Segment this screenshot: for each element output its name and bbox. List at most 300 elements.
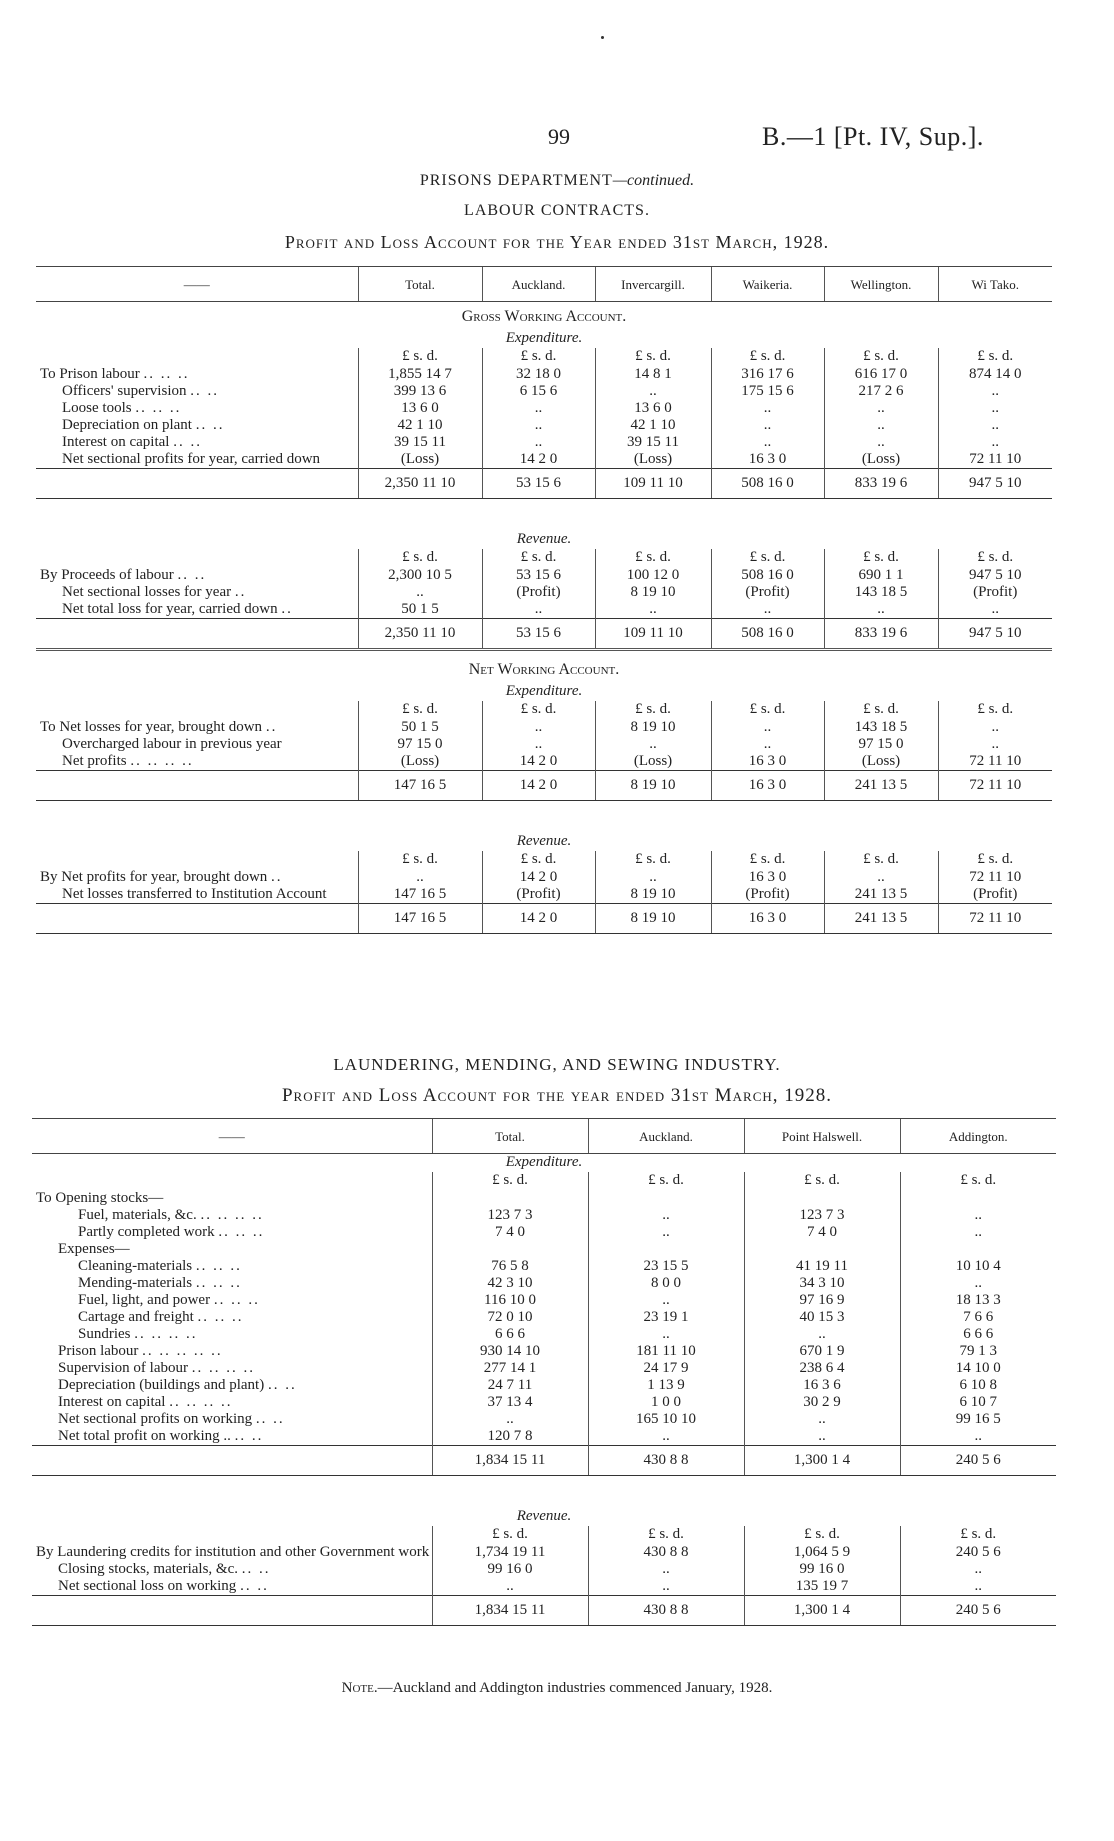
amount-cell: 1 0 0	[588, 1394, 744, 1411]
table-row	[32, 1544, 1056, 1561]
row-label: To Prison labour	[40, 366, 140, 382]
units-label: £ s. d.	[482, 549, 595, 567]
row-label: By Laundering credits for institution and other Government work	[36, 1544, 430, 1560]
amount-cell: 50 1 5	[358, 601, 482, 619]
amount-cell: 97 16 9	[744, 1292, 900, 1309]
amount-cell: ..	[938, 601, 1052, 619]
leader-dots: ..	[271, 869, 283, 885]
amount-cell: ..	[900, 1578, 1056, 1596]
row-label-cell	[36, 383, 358, 400]
total-cell: 241 13 5	[824, 771, 938, 801]
row-label: Loose tools	[62, 400, 132, 416]
leader-dots: .. .. ..	[213, 1292, 260, 1308]
units-label: £ s. d.	[711, 701, 824, 719]
total-cell: 14 2 0	[482, 771, 595, 801]
total-label-spacer	[36, 771, 358, 801]
units-label: £ s. d.	[358, 549, 482, 567]
amount-cell: ..	[938, 400, 1052, 417]
table-row	[36, 366, 1052, 383]
amount-cell: ..	[711, 601, 824, 619]
amount-cell: 175 15 6	[711, 383, 824, 400]
amount-cell: 16 3 0	[711, 451, 824, 469]
total-row	[36, 771, 1052, 801]
leader-dots: .. ..	[255, 1411, 285, 1427]
table-row	[32, 1343, 1056, 1360]
row-label-cell	[36, 451, 358, 469]
row-label: Cleaning-materials	[78, 1258, 193, 1274]
amount-cell	[744, 1241, 900, 1258]
spacer-row	[36, 499, 1052, 532]
amount-cell: ..	[824, 417, 938, 434]
row-label: Net sectional loss on working	[58, 1578, 237, 1594]
amount-cell: ..	[595, 601, 711, 619]
total-cell: 508 16 0	[711, 619, 824, 650]
table-row	[32, 1207, 1056, 1224]
amount-cell	[744, 1190, 900, 1207]
row-label: Fuel, light, and power	[78, 1292, 211, 1308]
row-label: Net total loss for year, carried down	[62, 601, 278, 617]
amount-cell: 135 19 7	[744, 1578, 900, 1596]
table-row	[36, 567, 1052, 584]
department-suffix: —continued.	[612, 172, 695, 189]
units-row	[32, 1172, 1056, 1190]
amount-cell: 6 10 7	[900, 1394, 1056, 1411]
leader-dots: .. .. .. ..	[130, 753, 194, 769]
amount-cell: 181 11 10	[588, 1343, 744, 1360]
amount-cell: ..	[900, 1275, 1056, 1292]
total-label-spacer	[32, 1596, 432, 1626]
row-label-cell	[36, 719, 358, 736]
column-header: Waikeria.	[711, 267, 824, 302]
row-label-cell	[36, 753, 358, 771]
amount-cell: 18 13 3	[900, 1292, 1056, 1309]
amount-cell: (Loss)	[595, 753, 711, 771]
column-header: Auckland.	[482, 267, 595, 302]
amount-cell: ..	[482, 719, 595, 736]
amount-cell: ..	[482, 736, 595, 753]
total-cell: 8 19 10	[595, 904, 711, 934]
units-label: £ s. d.	[432, 1526, 588, 1544]
amount-cell: 14 2 0	[482, 869, 595, 886]
amount-cell: (Loss)	[824, 753, 938, 771]
amount-cell: 616 17 0	[824, 366, 938, 383]
amount-cell	[588, 1190, 744, 1207]
amount-cell: 99 16 0	[744, 1561, 900, 1578]
amount-cell: ..	[711, 400, 824, 417]
page-number: 99	[548, 124, 570, 149]
column-header: Auckland.	[588, 1119, 744, 1154]
revenue-label: Revenue.	[516, 1508, 572, 1524]
amount-cell: ..	[482, 601, 595, 619]
amount-cell: ..	[588, 1207, 744, 1224]
amount-cell: ..	[482, 417, 595, 434]
amount-cell: 123 7 3	[432, 1207, 588, 1224]
table-row	[36, 886, 1052, 904]
labour-contracts-table	[36, 266, 1052, 934]
units-label: £ s. d.	[938, 348, 1052, 366]
row-label: Partly completed work	[78, 1224, 215, 1240]
amount-cell: ..	[711, 417, 824, 434]
units-label: £ s. d.	[358, 851, 482, 869]
total-cell: 8 19 10	[595, 771, 711, 801]
labour-section-title: LABOUR CONTRACTS.	[464, 202, 650, 219]
units-label: £ s. d.	[938, 549, 1052, 567]
units-label: £ s. d.	[595, 549, 711, 567]
units-label: £ s. d.	[595, 851, 711, 869]
amount-cell: 120 7 8	[432, 1428, 588, 1446]
row-label: Overcharged labour in previous year	[62, 736, 282, 752]
amount-cell: 76 5 8	[432, 1258, 588, 1275]
amount-cell: 99 16 0	[432, 1561, 588, 1578]
row-label: Interest on capital	[62, 434, 170, 450]
total-row	[36, 619, 1052, 650]
total-cell: 833 19 6	[824, 469, 938, 499]
department-name: PRISONS DEPARTMENT	[419, 172, 613, 189]
gross-account-title: Gross Working Account.	[461, 308, 627, 325]
total-cell: 240 5 6	[900, 1446, 1056, 1476]
page-reference: B.—1 [Pt. IV, Sup.].	[762, 122, 984, 151]
table-row	[32, 1309, 1056, 1326]
amount-cell	[432, 1241, 588, 1258]
units-label: £ s. d.	[938, 701, 1052, 719]
table-row	[36, 719, 1052, 736]
units-label: £ s. d.	[900, 1526, 1056, 1544]
amount-cell: ..	[595, 383, 711, 400]
leader-dots: .. .. .. ..	[169, 1394, 233, 1410]
amount-cell: 39 15 11	[595, 434, 711, 451]
column-header: Invercargill.	[595, 267, 711, 302]
total-cell: 14 2 0	[482, 904, 595, 934]
units-spacer	[32, 1526, 432, 1544]
amount-cell: 399 13 6	[358, 383, 482, 400]
units-row	[36, 549, 1052, 567]
row-label: By Net profits for year, brought down	[40, 869, 268, 885]
note-text: —Auckland and Addington industries commenced January, 1928.	[377, 1680, 773, 1696]
row-label-cell	[36, 366, 358, 383]
units-label: £ s. d.	[824, 701, 938, 719]
amount-cell: 16 3 6	[744, 1377, 900, 1394]
total-cell: 16 3 0	[711, 771, 824, 801]
amount-cell: 13 6 0	[595, 400, 711, 417]
leader-dots: .. ..	[234, 1428, 264, 1444]
units-label: £ s. d.	[482, 701, 595, 719]
row-label-cell	[36, 417, 358, 434]
row-label-cell	[36, 584, 358, 601]
row-label: Fuel, materials, &c.	[78, 1207, 197, 1223]
laundry-header-row	[32, 1119, 1056, 1154]
total-cell: 508 16 0	[711, 469, 824, 499]
units-label: £ s. d.	[432, 1172, 588, 1190]
table-row	[36, 869, 1052, 886]
amount-cell: ..	[711, 719, 824, 736]
expenditure-label-row	[32, 1154, 1056, 1173]
row-label: Prison labour	[58, 1343, 139, 1359]
table-row	[32, 1411, 1056, 1428]
amount-cell: ..	[358, 584, 482, 601]
amount-cell: 72 0 10	[432, 1309, 588, 1326]
page-mark	[601, 36, 604, 39]
leader-dots: .. ..	[173, 434, 202, 450]
net-account-title: Net Working Account.	[468, 661, 620, 678]
leader-dots: .. .. ..	[135, 400, 182, 416]
leader-dots: .. .. ..	[143, 366, 190, 382]
units-label: £ s. d.	[824, 549, 938, 567]
amount-cell: 50 1 5	[358, 719, 482, 736]
units-spacer	[36, 549, 358, 567]
amount-cell: 72 11 10	[938, 869, 1052, 886]
amount-cell: ..	[588, 1578, 744, 1596]
leader-dots: .. .. .. ..	[134, 1326, 198, 1342]
leader-dots: .. ..	[267, 1377, 297, 1393]
units-label: £ s. d.	[744, 1172, 900, 1190]
row-label-cell	[32, 1241, 432, 1258]
table-row	[36, 753, 1052, 771]
total-cell: 1,834 15 11	[432, 1446, 588, 1476]
row-label-cell	[32, 1292, 432, 1309]
amount-cell: ..	[432, 1411, 588, 1428]
amount-cell: ..	[744, 1411, 900, 1428]
row-label: Closing stocks, materials, &c.	[58, 1561, 238, 1577]
amount-cell: 143 18 5	[824, 584, 938, 601]
amount-cell: 23 15 5	[588, 1258, 744, 1275]
total-row	[36, 904, 1052, 934]
amount-cell: (Profit)	[711, 886, 824, 904]
amount-cell: ..	[900, 1561, 1056, 1578]
amount-cell: 23 19 1	[588, 1309, 744, 1326]
amount-cell: 13 6 0	[358, 400, 482, 417]
row-label: To Net losses for year, brought down	[40, 719, 263, 735]
amount-cell: 143 18 5	[824, 719, 938, 736]
amount-cell: ..	[588, 1224, 744, 1241]
total-cell: 430 8 8	[588, 1596, 744, 1626]
amount-cell: 1,734 19 11	[432, 1544, 588, 1561]
leader-dots: .. ..	[195, 417, 225, 433]
amount-cell: ..	[824, 601, 938, 619]
row-label-cell	[32, 1561, 432, 1578]
leader-dots: .. ..	[240, 1578, 269, 1594]
amount-cell: 316 17 6	[711, 366, 824, 383]
amount-cell: ..	[711, 736, 824, 753]
revenue-label-row	[36, 833, 1052, 851]
amount-cell: ..	[938, 434, 1052, 451]
expenditure-label: Expenditure.	[505, 330, 583, 346]
amount-cell	[432, 1190, 588, 1207]
units-spacer	[36, 851, 358, 869]
laundry-account-title: Profit and Loss Account for the year ended 31st March, 1928.	[281, 1085, 833, 1106]
total-cell: 53 15 6	[482, 469, 595, 499]
amount-cell: (Loss)	[824, 451, 938, 469]
leader-dots: .. .. ..	[197, 1309, 244, 1325]
amount-cell: 241 13 5	[824, 886, 938, 904]
units-label: £ s. d.	[900, 1172, 1056, 1190]
row-label-cell	[36, 601, 358, 619]
revenue-label-row	[32, 1508, 1056, 1526]
amount-cell: 6 15 6	[482, 383, 595, 400]
amount-cell: 930 14 10	[432, 1343, 588, 1360]
amount-cell: 40 15 3	[744, 1309, 900, 1326]
row-label-cell	[36, 886, 358, 904]
revenue-label-row	[36, 531, 1052, 549]
table-row	[36, 736, 1052, 753]
spacer-cell	[32, 1476, 1056, 1509]
row-label: Net sectional profits for year, carried down	[62, 451, 321, 467]
row-label: Net sectional profits on working	[58, 1411, 253, 1427]
amount-cell: 100 12 0	[595, 567, 711, 584]
amount-cell: ..	[588, 1428, 744, 1446]
amount-cell: 42 1 10	[358, 417, 482, 434]
amount-cell: 97 15 0	[358, 736, 482, 753]
leader-dots: .. .. .. .. ..	[142, 1343, 223, 1359]
row-label-cell	[32, 1190, 432, 1207]
amount-cell: ..	[595, 736, 711, 753]
amount-cell: ..	[938, 417, 1052, 434]
amount-cell: ..	[744, 1326, 900, 1343]
amount-cell: 8 0 0	[588, 1275, 744, 1292]
spacer-cell	[36, 499, 1052, 532]
units-label: £ s. d.	[358, 701, 482, 719]
net-account-title-row	[36, 655, 1052, 683]
row-label-cell	[32, 1326, 432, 1343]
amount-cell: (Profit)	[482, 584, 595, 601]
leader-dots: .. .. .. ..	[191, 1360, 255, 1376]
total-cell: 53 15 6	[482, 619, 595, 650]
total-row	[32, 1596, 1056, 1626]
amount-cell: 39 15 11	[358, 434, 482, 451]
row-label: Sundries	[78, 1326, 131, 1342]
amount-cell: 238 6 4	[744, 1360, 900, 1377]
units-spacer	[36, 701, 358, 719]
amount-cell: 1,064 5 9	[744, 1544, 900, 1561]
amount-cell: 430 8 8	[588, 1544, 744, 1561]
leader-dots: .. ..	[177, 567, 207, 583]
table-row	[32, 1377, 1056, 1394]
amount-cell: 14 2 0	[482, 753, 595, 771]
total-cell: 147 16 5	[358, 771, 482, 801]
column-header: Total.	[358, 267, 482, 302]
row-label: Depreciation on plant	[62, 417, 192, 433]
units-row	[36, 701, 1052, 719]
total-cell: 1,300 1 4	[744, 1446, 900, 1476]
units-row	[36, 851, 1052, 869]
row-label-cell	[36, 434, 358, 451]
amount-cell: 670 1 9	[744, 1343, 900, 1360]
amount-cell: (Profit)	[482, 886, 595, 904]
row-label-cell	[32, 1258, 432, 1275]
amount-cell: ..	[595, 869, 711, 886]
labour-account-title: Profit and Loss Account for the Year ended 31st March, 1928.	[284, 232, 830, 252]
amount-cell: 34 3 10	[744, 1275, 900, 1292]
amount-cell: 6 6 6	[900, 1326, 1056, 1343]
gross-account-title-row	[36, 302, 1052, 331]
row-label: Net sectional losses for year	[62, 584, 232, 600]
table-row	[32, 1578, 1056, 1596]
row-label: Supervision of labour	[58, 1360, 188, 1376]
total-cell: 72 11 10	[938, 904, 1052, 934]
amount-cell: (Loss)	[358, 451, 482, 469]
table-row	[32, 1326, 1056, 1343]
units-label: £ s. d.	[595, 348, 711, 366]
leader-dots: .. .. .. ..	[200, 1207, 264, 1223]
table-row	[36, 400, 1052, 417]
column-header: Total.	[432, 1119, 588, 1154]
units-label: £ s. d.	[588, 1172, 744, 1190]
units-label: £ s. d.	[711, 851, 824, 869]
amount-cell: 24 17 9	[588, 1360, 744, 1377]
units-row	[32, 1526, 1056, 1544]
department-title	[0, 172, 1114, 190]
amount-cell: ..	[482, 434, 595, 451]
amount-cell: 14 10 0	[900, 1360, 1056, 1377]
spacer-row	[36, 801, 1052, 834]
row-label-cell	[32, 1343, 432, 1360]
amount-cell: 99 16 5	[900, 1411, 1056, 1428]
total-cell: 1,834 15 11	[432, 1596, 588, 1626]
row-label-cell	[32, 1275, 432, 1292]
table-row	[32, 1394, 1056, 1411]
amount-cell: (Loss)	[358, 753, 482, 771]
amount-cell: 947 5 10	[938, 567, 1052, 584]
amount-cell: 123 7 3	[744, 1207, 900, 1224]
amount-cell: 217 2 6	[824, 383, 938, 400]
leader-dots: .. .. ..	[218, 1224, 265, 1240]
row-label: Net total profit on working ..	[58, 1428, 231, 1444]
amount-cell: 8 19 10	[595, 886, 711, 904]
table-row	[32, 1190, 1056, 1207]
amount-cell: ..	[711, 434, 824, 451]
units-label: £ s. d.	[482, 348, 595, 366]
spacer-row	[32, 1476, 1056, 1509]
row-label: Mending-materials	[78, 1275, 193, 1291]
column-header: ——	[32, 1119, 432, 1154]
column-header: Wellington.	[824, 267, 938, 302]
total-cell: 430 8 8	[588, 1446, 744, 1476]
units-spacer	[32, 1172, 432, 1190]
table-row	[36, 601, 1052, 619]
amount-cell: 30 2 9	[744, 1394, 900, 1411]
amount-cell: 8 19 10	[595, 584, 711, 601]
amount-cell: (Profit)	[938, 886, 1052, 904]
amount-cell: 2,300 10 5	[358, 567, 482, 584]
total-cell: 1,300 1 4	[744, 1596, 900, 1626]
amount-cell	[588, 1241, 744, 1258]
table-row	[32, 1241, 1056, 1258]
amount-cell: 32 18 0	[482, 366, 595, 383]
amount-cell: ..	[900, 1207, 1056, 1224]
expenditure-label-row	[36, 683, 1052, 701]
column-header: Addington.	[900, 1119, 1056, 1154]
units-label: £ s. d.	[595, 701, 711, 719]
amount-cell: ..	[432, 1578, 588, 1596]
row-label: Net profits	[62, 753, 127, 769]
laundry-industry-table	[32, 1118, 1056, 1626]
amount-cell: 97 15 0	[824, 736, 938, 753]
table-row	[36, 383, 1052, 400]
units-label: £ s. d.	[711, 549, 824, 567]
amount-cell: 6 10 8	[900, 1377, 1056, 1394]
amount-cell: ..	[824, 434, 938, 451]
amount-cell: 874 14 0	[938, 366, 1052, 383]
row-label-cell	[36, 400, 358, 417]
amount-cell: 1 13 9	[588, 1377, 744, 1394]
units-spacer	[36, 348, 358, 366]
amount-cell: 508 16 0	[711, 567, 824, 584]
spacer-cell	[36, 801, 1052, 834]
leader-dots: ..	[281, 601, 293, 617]
amount-cell: 147 16 5	[358, 886, 482, 904]
row-label: Net losses transferred to Institution Account	[62, 886, 327, 902]
leader-dots: .. .. ..	[195, 1275, 242, 1291]
row-label: To Opening stocks—	[36, 1190, 164, 1206]
